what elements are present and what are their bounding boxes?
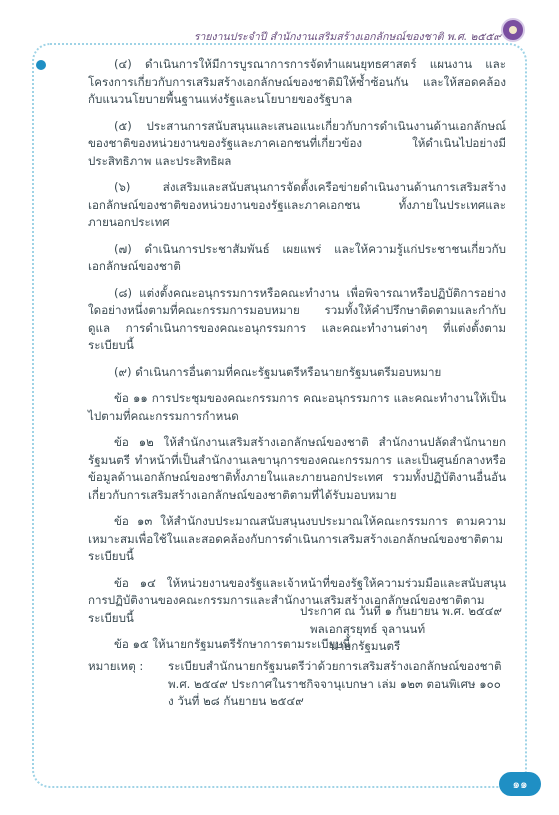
announcement-date: ประกาศ ณ วันที่ ๑ กันยายน พ.ศ. ๒๕๔๙ — [300, 604, 503, 618]
paragraph: (๖) ส่งเสริมและสนับสนุนการจัดตั้งเครือข่ายดำเนินงานด้านการเสริมสร้างเอกลักษณ์ของชาติของหน่วยงานของรัฐและภาคเอกชน ทั้งภายในประเทศและภายนอกประเทศ — [88, 180, 506, 229]
paragraph: (๔) ดำเนินการให้มีการบูรณาการการจัดทำแผนยุทธศาสตร์ แผนงาน และโครงการเกี่ยวกับการเสริมสร้างเอกลักษณ์ของชาติมิให้ซ้ำซ้อนกัน และให้สอดคล้องกับแนวนโยบายพื้นฐานแห่งรัฐและนโยบายของรัฐบาล — [88, 57, 506, 106]
footnote-text: ระเบียบสำนักนายกรัฐมนตรีว่าด้วยการเสริมสร้างเอกลักษณ์ของชาติ พ.ศ. ๒๕๔๙ ประกาศในราชกิจจานุเบกษา เล่ม ๑๒๓ ตอนพิเศษ ๑๐๐ ง วันที่ ๒๘ กันยายน ๒๕๔๙ — [168, 659, 502, 708]
footnote — [88, 658, 508, 711]
signature-block — [300, 603, 502, 656]
document-body — [88, 56, 506, 663]
signatory-name: พลเอกสุรยุทธ์ จุลานนท์ — [310, 621, 426, 636]
paragraph: (๕) ประสานการสนับสนุนและเสนอแนะเกี่ยวกับการดำเนินงานด้านเอกลักษณ์ของชาติของหน่วยงานของรัฐและภาคเอกชนที่เกี่ยวข้อง ให้ดำเนินไปอย่างมีประสิทธิภาพ และประสิทธิผล — [88, 118, 506, 168]
paragraph: ข้อ ๑๑ การประชุมของคณะกรรมการ คณะอนุกรรมการ และคณะทำงานให้เป็นไปตามที่คณะกรรมการกำหนด — [88, 391, 506, 423]
emblem-icon — [501, 18, 525, 42]
paragraph: (๙) ดำเนินการอื่นตามที่คณะรัฐมนตรีหรือนายกรัฐมนตรีมอบหมาย — [114, 364, 442, 379]
paragraph: ข้อ ๑๓ ให้สำนักงบประมาณสนับสนุนงบประมาณให้คณะกรรมการ ตามความเหมาะสมเพื่อใช้ในและสอดคล้องกับการดำเนินการเสริมสร้างเอกลักษณ์ของชาติตามระเบียบนี้ — [88, 514, 506, 563]
paragraph: ข้อ ๑๒ ให้สำนักงานเสริมสร้างเอกลักษณ์ของชาติ สำนักงานปลัดสำนักนายกรัฐมนตรี ทำหน้าที่เป็นสำนักงานเลขานุการของคณะกรรมการ และเป็นศูนย์กลางหรือข้อมูลด้านเอกลักษณ์ของชาติทั้งภายในและภายนอกประเทศ รวมทั้งปฏิบัติงานอื่นอันเกี่ยวกับการเสริมสร้างเอกลักษณ์ของชาติตามที่ได้รับมอบหมาย — [88, 435, 506, 502]
paragraph: (๘) แต่งตั้งคณะอนุกรรมการหรือคณะทำงาน เพื่อพิจารณาหรือปฏิบัติการอย่างใดอย่างหนึ่งตามที่คณะกรรมการมอบหมาย รวมทั้งให้คำปรึกษาติดตามและกำกับดูแล การดำเนินการของคณะอนุกรรมการ และคณะทำงานต่างๆ ที่แต่งตั้งตามระเบียบนี้ — [88, 285, 506, 352]
paragraph: ข้อ ๑๔ ให้หน่วยงานของรัฐและเจ้าหน้าที่ของรัฐให้ความร่วมมือและสนับสนุนการปฏิบัติงานของคณะกรรมการและสำนักงานเสริมสร้างเอกลักษณ์ของชาติตามระเบียบนี้ — [88, 575, 506, 625]
signatory-position: นายกรัฐมนตรี — [330, 639, 401, 653]
paragraph: ข้อ ๑๕ ให้นายกรัฐมนตรีรักษาการตามระเบียบนี้ — [114, 637, 351, 651]
page-dot-decoration — [36, 60, 46, 70]
footnote-label: หมายเหตุ : — [88, 659, 144, 673]
paragraph: (๗) ดำเนินการประชาสัมพันธ์ เผยแพร่ และให้ความรู้แก่ประชาชนเกี่ยวกับเอกลักษณ์ของชาติ — [88, 241, 506, 273]
page-header: รายงานประจำปี สำนักงานเสริมสร้างเอกลักษณ์ของชาติ พ.ศ. ๒๕๕๙ — [193, 31, 501, 43]
page-number: ๑๑ — [499, 772, 541, 796]
